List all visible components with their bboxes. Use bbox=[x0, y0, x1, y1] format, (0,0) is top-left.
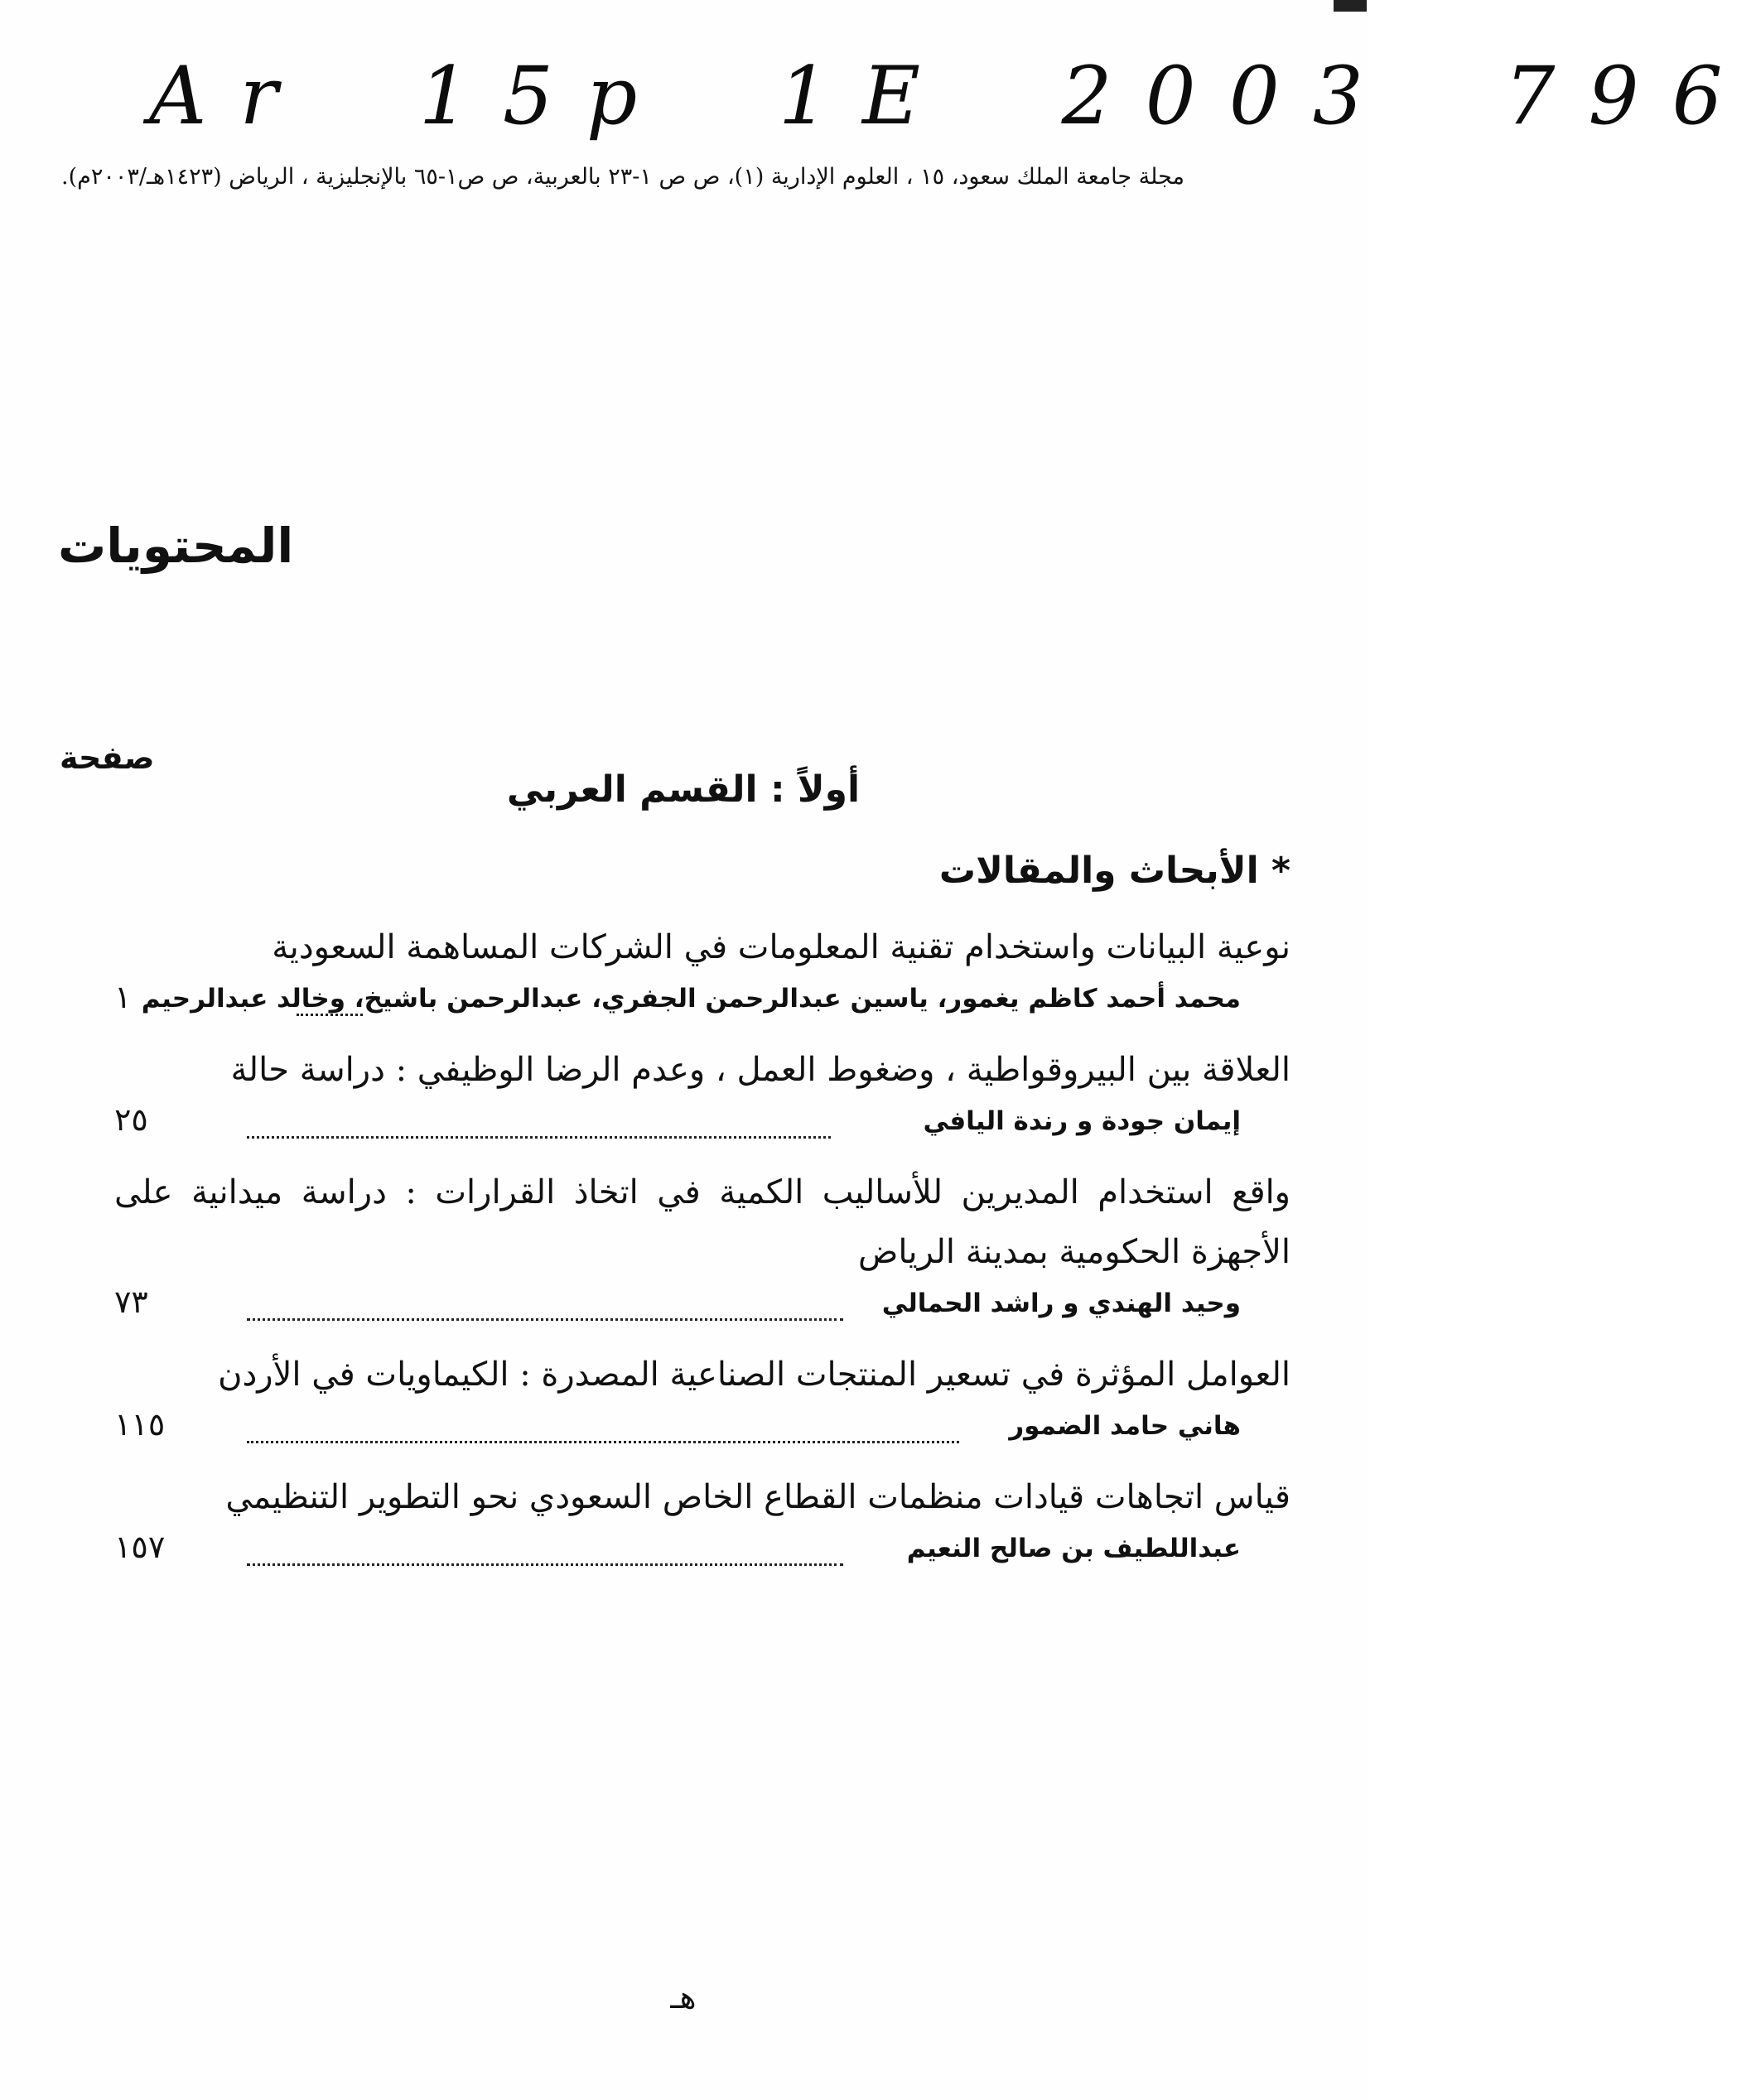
toc-entry[interactable] bbox=[114, 1467, 1290, 1583]
entry-title: العلاقة بين البيروقواطية ، وضغوط العمل ، وعدم الرضا الوظيفي : دراسة حالة bbox=[230, 1051, 1290, 1089]
entry-page-number: ١١٥ bbox=[114, 1406, 166, 1443]
entry-author-row bbox=[114, 977, 1290, 1033]
entry-title: نوعية البيانات واستخدام تقنية المعلومات في الشركات المساهمة السعودية bbox=[272, 928, 1290, 966]
toc-entry[interactable] bbox=[114, 1040, 1290, 1156]
leader-dots bbox=[247, 1421, 959, 1443]
page-footer-letter: هـ bbox=[670, 1979, 697, 2016]
sub-heading-articles: * الأبحاث والمقالات bbox=[938, 850, 1290, 892]
entry-author-row bbox=[114, 1527, 1290, 1583]
contents-title: المحتويات bbox=[58, 518, 294, 574]
section-heading: أولاً : القسم العربي bbox=[506, 768, 861, 811]
entry-authors: محمد أحمد كاظم يغمور، ياسين عبدالرحمن الجفري، عبدالرحمن باشيخ، وخالد عبدالرحيم bbox=[141, 984, 1241, 1014]
entry-page-number: ٧٣ bbox=[114, 1284, 148, 1320]
leader-dots bbox=[247, 1298, 843, 1321]
entry-title: قياس اتجاهات قيادات منظمات القطاع الخاص السعودي نحو التطوير التنظيمي bbox=[225, 1478, 1290, 1516]
entry-page-number: ١ bbox=[114, 979, 132, 1015]
entry-title: واقع استخدام المديرين للأساليب الكمية في اتخاذ القرارات : دراسة ميدانية على الأجهزة الحكومية بمدينة الرياض bbox=[114, 1173, 1290, 1271]
toc-entries bbox=[114, 918, 1290, 1590]
toc-entry[interactable] bbox=[114, 1163, 1290, 1338]
entry-page-number: ٢٥ bbox=[114, 1101, 148, 1138]
leader-dots bbox=[247, 1544, 843, 1566]
entry-author-row bbox=[114, 1100, 1290, 1156]
scan-edge-mark bbox=[1334, 0, 1367, 12]
entry-title: العوامل المؤثرة في تسعير المنتجات الصناعية المصدرة : الكيماويات في الأردن bbox=[218, 1356, 1290, 1394]
entry-authors: هاني حامد الضمور bbox=[1009, 1411, 1241, 1441]
toc-entry[interactable] bbox=[114, 1345, 1290, 1461]
entry-page-number: ١٥٧ bbox=[114, 1529, 166, 1565]
toc-entry[interactable] bbox=[114, 918, 1290, 1033]
entry-authors: عبداللطيف بن صالح النعيم bbox=[906, 1534, 1241, 1563]
leader-dots bbox=[247, 1116, 831, 1139]
handwritten-shelf-mark: Ar 15p 1E 2003 796 bbox=[149, 50, 1756, 142]
entry-authors: وحيد الهندي و راشد الحمالي bbox=[881, 1288, 1241, 1318]
leader-dots bbox=[297, 994, 363, 1016]
entry-authors: إيمان جودة و رندة اليافي bbox=[923, 1106, 1241, 1136]
page-column-label: صفحة bbox=[60, 739, 155, 776]
entry-author-row bbox=[114, 1404, 1290, 1461]
journal-citation: مجلة جامعة الملك سعود، ١٥ ، العلوم الإدارية (١)، ص ص ١-٢٣ بالعربية، ص ص١-٦٥ بالإنجليزية ، الرياض (١٤٢٣هـ/٢٠٠٣م). bbox=[61, 164, 1184, 190]
entry-author-row bbox=[114, 1282, 1290, 1338]
